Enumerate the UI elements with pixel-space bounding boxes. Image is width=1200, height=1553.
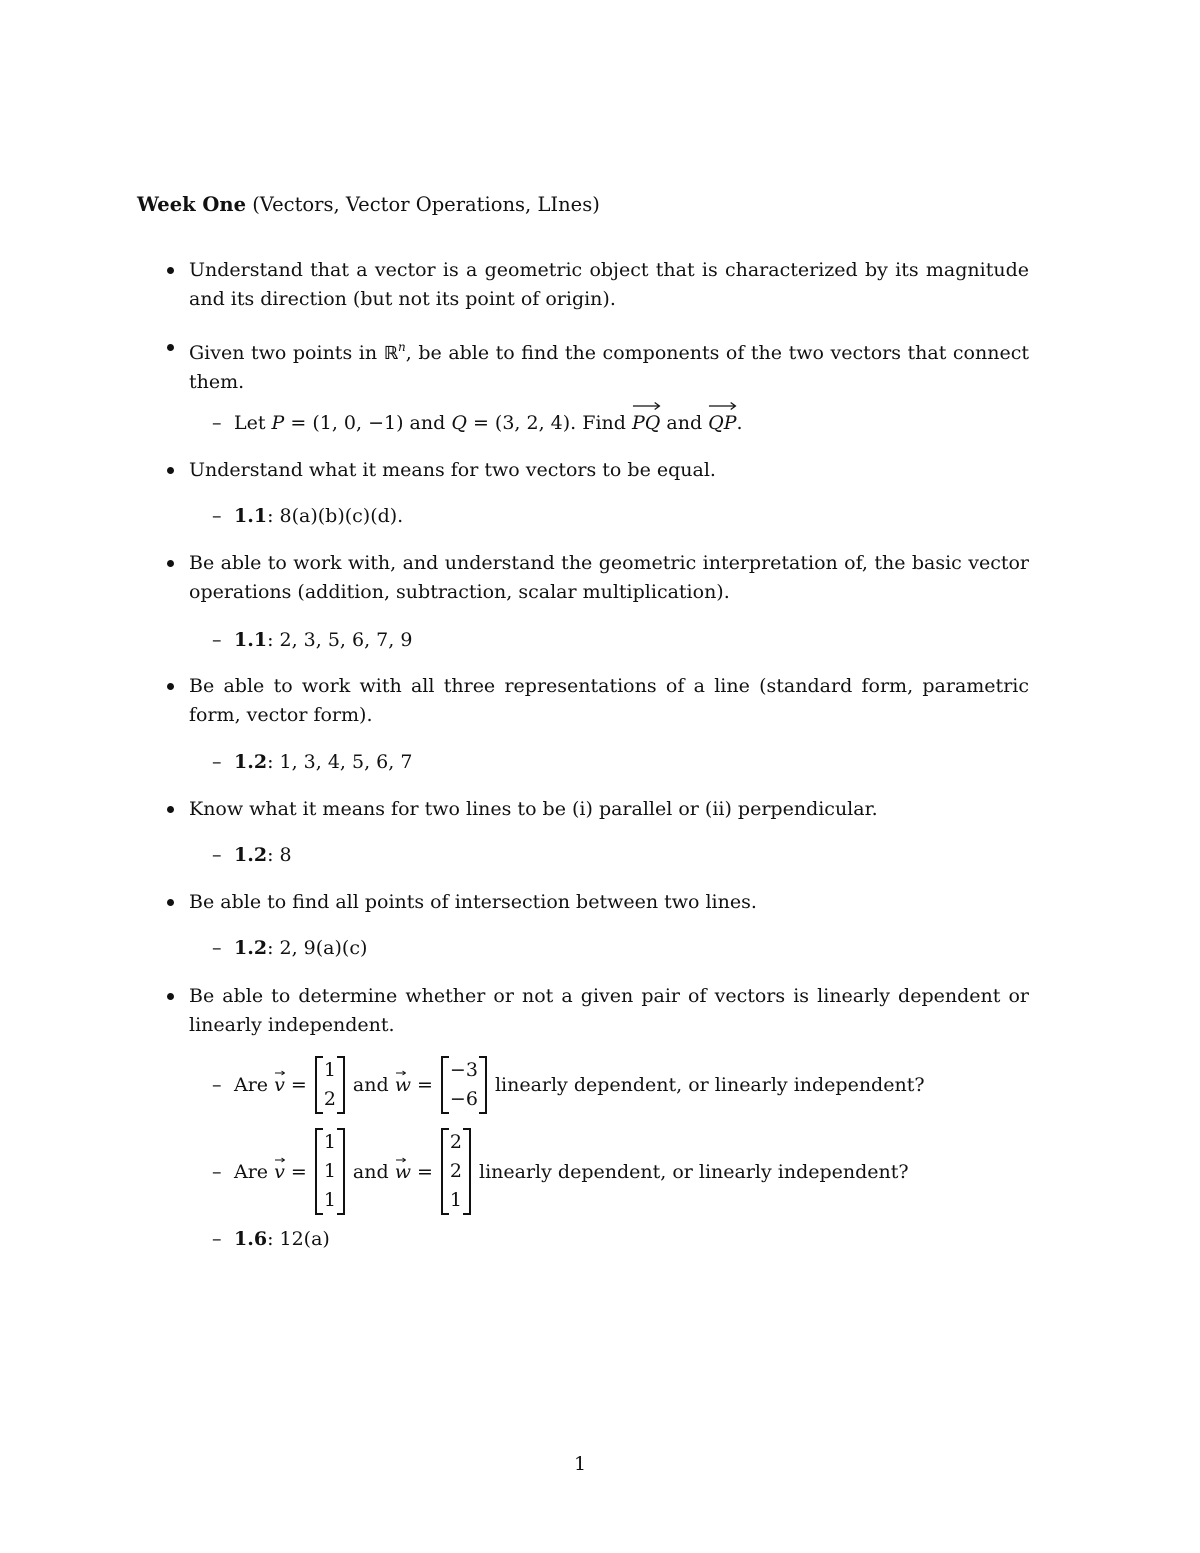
vector-v-symbol: v <box>274 1161 285 1183</box>
bullet-vector-definition <box>189 256 1029 314</box>
bullet-vector-operations <box>189 549 1029 607</box>
exercise-list: : 1, 3, 4, 5, 6, 7 <box>267 751 413 773</box>
exercise-list: : 12(a) <box>267 1228 330 1250</box>
matrix-entry: 1 <box>323 1131 336 1153</box>
section-number: 1.2 <box>234 937 268 959</box>
exercise-list: : 2, 3, 5, 6, 7, 9 <box>267 629 413 651</box>
matrix-example-2d <box>212 1056 925 1114</box>
matrix-entry: 1 <box>323 1189 336 1211</box>
dash-icon: – <box>212 412 222 434</box>
are-text: Are <box>234 1074 269 1096</box>
vector-arrow-icon <box>708 401 736 411</box>
page-number: 1 <box>573 1453 587 1475</box>
exercise-list: : 8 <box>267 844 292 866</box>
exercise-list: : 8(a)(b)(c)(d). <box>267 505 404 527</box>
vector-arrow-icon <box>396 1157 406 1163</box>
sub-exercises-1-2-a <box>212 748 412 777</box>
vector-w-symbol: w <box>395 1074 411 1096</box>
and-text: and <box>352 1160 389 1183</box>
sub-example-pq <box>212 409 743 438</box>
vector-v-matrix <box>315 1056 345 1114</box>
bullet-text: Know what it means for two lines to be (i) parallel or (ii) perpendicular. <box>189 798 878 820</box>
section-number: 1.6 <box>234 1228 268 1250</box>
vector-qp: QP <box>708 409 736 438</box>
dash-icon: – <box>212 629 222 651</box>
title-rest: (Vectors, Vector Operations, LInes) <box>252 193 600 216</box>
section-number: 1.1 <box>234 629 268 651</box>
point-p: P <box>271 412 285 434</box>
question-text: linearly dependent, or linearly independent? <box>494 1074 925 1096</box>
dash-icon: – <box>212 505 222 527</box>
matrix-entry: 2 <box>449 1160 463 1182</box>
point-q-coords: = (3, 2, 4). Find <box>472 412 626 434</box>
equals-text: = <box>290 1160 307 1183</box>
are-text: Are <box>234 1160 269 1183</box>
matrix-entry: −6 <box>449 1088 478 1110</box>
bullet-text-pre: Given two points in <box>189 342 378 364</box>
vector-v-symbol: v <box>274 1074 285 1096</box>
matrix-entry: 1 <box>323 1160 336 1182</box>
dimension-superscript: n <box>398 340 406 354</box>
page-title <box>137 193 600 216</box>
bullet-dot-icon <box>167 267 174 274</box>
sub-exercises-1-1-b <box>212 626 412 655</box>
dash-icon: – <box>212 1074 222 1096</box>
vector-w-symbol: w <box>395 1161 411 1183</box>
bullet-text: Understand that a vector is a geometric object that is characterized by its magnitude and its direction (but not its point of origin). <box>189 259 1029 310</box>
bullet-dot-icon <box>167 899 174 906</box>
vector-arrow-icon <box>396 1070 406 1076</box>
bullet-dot-icon <box>167 993 174 1000</box>
bullet-dot-icon <box>167 683 174 690</box>
bullet-vector-equality <box>189 456 1029 485</box>
real-numbers-symbol: ℝ <box>383 343 399 364</box>
matrix-example-3d <box>212 1128 909 1215</box>
vector-pq: PQ <box>632 409 660 438</box>
bullet-dot-icon <box>167 344 174 351</box>
matrix-entry: 2 <box>449 1131 463 1153</box>
equals-text: = <box>417 1074 433 1096</box>
equals-text: = <box>290 1074 307 1096</box>
period-text: . <box>736 412 743 434</box>
vector-arrow-icon <box>275 1070 285 1076</box>
bullet-text: Be able to work with all three representations of a line (standard form, parametric form, vector form). <box>189 675 1029 726</box>
dash-icon: – <box>212 937 222 959</box>
vector-arrow-icon <box>275 1157 285 1163</box>
bullet-linear-dependence <box>189 982 1029 1040</box>
bullet-parallel-perpendicular <box>189 795 1029 824</box>
vector-w-matrix <box>441 1056 487 1114</box>
bullet-text: Be able to work with, and understand the geometric interpretation of, the basic vector operations (addition, subtraction, scalar multiplication). <box>189 552 1029 603</box>
dash-icon: – <box>212 751 222 773</box>
section-number: 1.1 <box>234 505 268 527</box>
dash-icon: – <box>212 1228 222 1250</box>
section-number: 1.2 <box>234 751 268 773</box>
let-text: Let <box>234 412 266 434</box>
point-p-coords: = (1, 0, −1) and <box>290 412 446 434</box>
matrix-entry: −3 <box>449 1059 478 1081</box>
and-text: and <box>666 412 703 434</box>
bullet-dot-icon <box>167 560 174 567</box>
bullet-dot-icon <box>167 806 174 813</box>
bullet-text: Be able to determine whether or not a given pair of vectors is linearly dependent or linearly independent. <box>189 985 1029 1036</box>
point-q: Q <box>451 412 467 434</box>
sub-exercises-1-6 <box>212 1225 330 1254</box>
bullet-line-representations <box>189 672 1029 730</box>
bullet-intersection <box>189 888 1029 917</box>
sub-exercises-1-2-c <box>212 934 367 963</box>
matrix-entry: 2 <box>323 1088 336 1110</box>
bullet-vector-components <box>189 333 1029 397</box>
exercise-list: : 2, 9(a)(c) <box>267 937 368 959</box>
bullet-dot-icon <box>167 467 174 474</box>
dash-icon: – <box>212 844 222 866</box>
title-bold: Week One <box>137 193 246 216</box>
question-text: linearly dependent, or linearly independent? <box>479 1160 909 1183</box>
bullet-text: Understand what it means for two vectors to be equal. <box>189 459 716 481</box>
vector-arrow-icon <box>632 401 660 411</box>
bullet-text-post: , be able to find the components of the two vectors that connect them. <box>189 342 1029 393</box>
vector-v-matrix <box>315 1128 345 1215</box>
matrix-entry: 1 <box>323 1059 336 1081</box>
equals-text: = <box>417 1160 433 1183</box>
section-number: 1.2 <box>234 844 268 866</box>
and-text: and <box>352 1074 389 1096</box>
sub-exercises-1-1-a <box>212 502 403 531</box>
dash-icon: – <box>212 1160 222 1183</box>
vector-w-matrix <box>441 1128 471 1215</box>
sub-exercises-1-2-b <box>212 841 292 870</box>
matrix-entry: 1 <box>449 1189 463 1211</box>
bullet-text: Be able to find all points of intersection between two lines. <box>189 891 757 913</box>
